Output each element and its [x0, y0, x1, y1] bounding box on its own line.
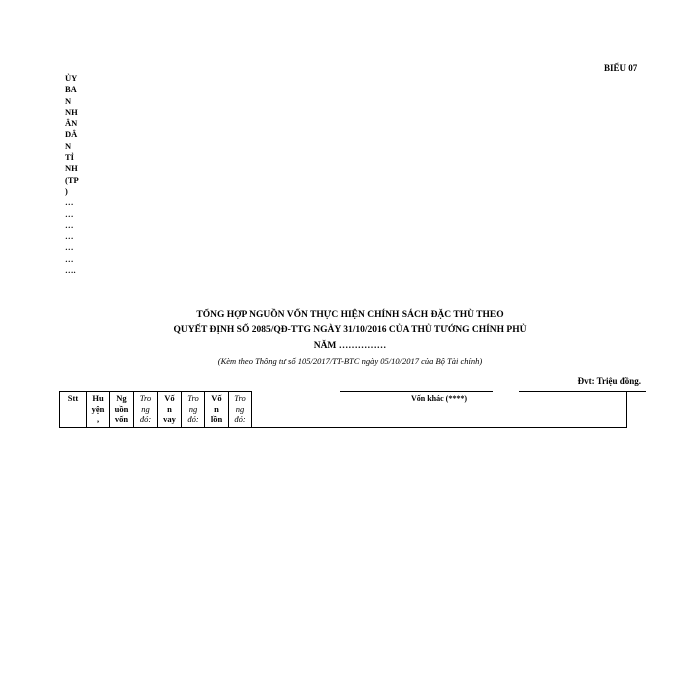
column-header-other-capital	[252, 392, 627, 428]
agency-line: TỈ	[65, 152, 74, 163]
header-text: ng	[235, 403, 245, 414]
column-header-of-which	[229, 392, 252, 428]
agency-line: …	[65, 253, 74, 264]
form-code: BIỂU 07	[604, 63, 638, 73]
header-text: n	[214, 403, 219, 414]
report-subtitle: (Kèm theo Thông tư số 105/2017/TT-BTC ngày 05/10/2017 của Bộ Tài chính)	[217, 356, 483, 366]
agency-line: NH	[65, 106, 78, 117]
agency-line: N	[65, 95, 72, 106]
report-title-line-1: TỔNG HỢP NGUỒN VỐN THỰC HIỆN CHÍNH SÁCH ĐẶC THÙ THEO	[196, 310, 504, 320]
header-text: n	[167, 403, 172, 414]
column-header-district	[87, 392, 110, 428]
header-text: yện	[91, 403, 105, 414]
column-header-capital-source	[110, 392, 134, 428]
header-text: uồn	[114, 403, 129, 414]
header-text: Stt	[67, 393, 79, 403]
header-text: đó:	[234, 414, 246, 424]
agency-line: ỦY	[65, 73, 78, 83]
column-header-of-which	[134, 392, 158, 428]
header-text: Vố	[211, 393, 222, 403]
header-text: Tro	[187, 393, 199, 403]
agency-line: …	[65, 208, 74, 219]
header-text: ,	[96, 414, 100, 424]
header-text: Hu	[92, 393, 104, 403]
header-text: vốn	[114, 414, 129, 424]
agency-line: …	[65, 242, 74, 253]
header-text: Vốn khác (****)	[410, 393, 467, 403]
agency-line: …	[65, 231, 74, 242]
capital-table	[59, 391, 627, 428]
header-text: Tro	[234, 393, 246, 403]
column-header-stt	[60, 392, 87, 428]
agency-line: BA	[65, 84, 77, 95]
agency-name	[65, 73, 81, 276]
report-year: NĂM ……………	[313, 341, 387, 351]
agency-line: ÂN	[65, 118, 78, 129]
header-text: đó:	[139, 414, 152, 424]
report-title-line-2: QUYẾT ĐỊNH SỐ 2085/QĐ-TTG NGÀY 31/10/2016 CỦA THỦ TƯỚNG CHÍNH PHỦ	[173, 325, 527, 335]
agency-line: …	[65, 197, 74, 208]
agency-line: DÂ	[65, 129, 78, 140]
column-header-integrated-capital	[205, 392, 229, 428]
agency-line: )	[65, 185, 68, 196]
header-text: Ng	[116, 393, 127, 403]
agency-line: ….	[65, 265, 76, 276]
header-text: Vố	[164, 393, 175, 403]
header-text: lồn	[210, 414, 223, 424]
column-header-loan-capital	[158, 392, 182, 428]
header-text: vay	[163, 414, 176, 424]
header-text: ng	[188, 403, 198, 414]
header-text: ng	[141, 403, 150, 414]
agency-line: NH	[65, 163, 78, 174]
unit-label: Đvt: Triệu đồng.	[577, 376, 641, 386]
header-text: đó:	[187, 414, 199, 424]
agency-line: …	[65, 219, 74, 230]
agency-line: N	[65, 140, 72, 151]
column-header-of-which	[182, 392, 205, 428]
agency-line: (TP	[65, 174, 79, 185]
header-text: Tro	[139, 393, 152, 403]
